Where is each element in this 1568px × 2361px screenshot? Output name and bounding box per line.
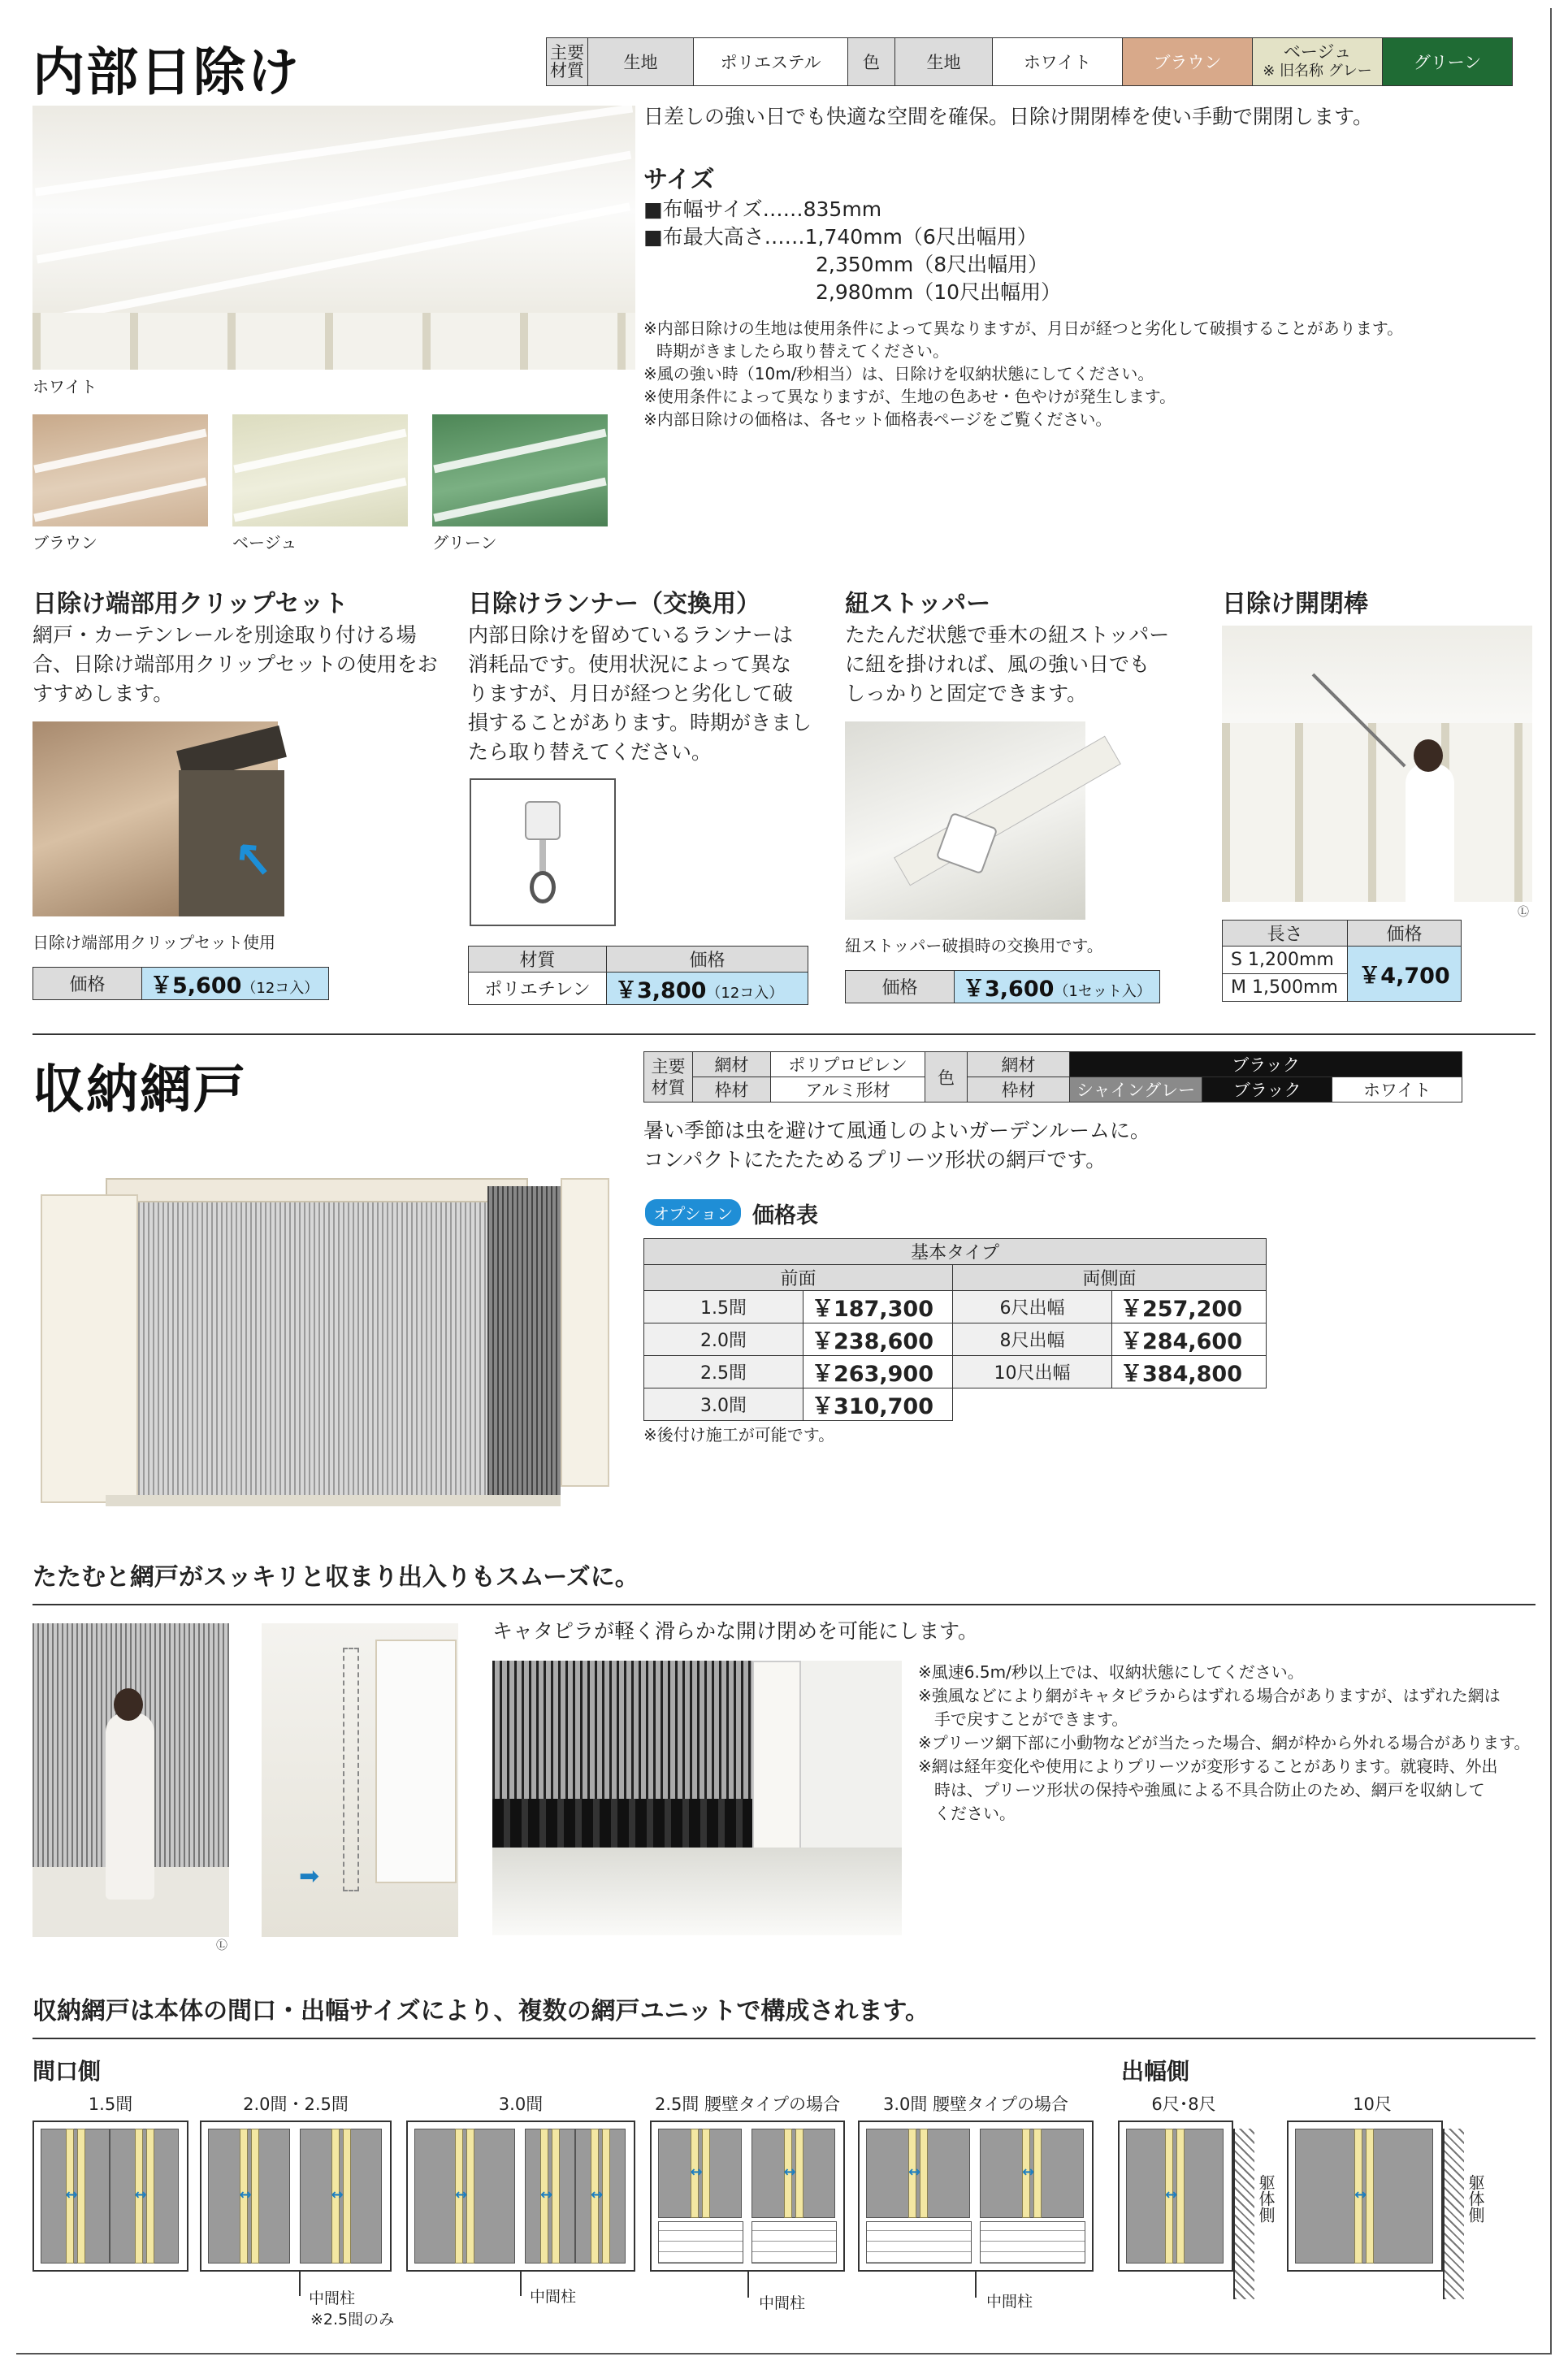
runner-title: 日除けランナー（交換用） [468,590,760,618]
clip-title: 日除け端部用クリップセット [32,590,349,618]
swatch-green-photo [432,414,608,526]
fabric-value: ポリエステル [694,38,848,86]
body-side-label-1: 躯体側 [1256,2174,1276,2223]
shade-note-1b: 時期がきましたら取り替えてください。 [656,341,949,361]
stopper-caption: 紐ストッパー破損時の交換用です。 [845,936,1103,955]
color-white: ホワイト [993,38,1123,86]
stopper-photo [845,721,1085,920]
pillar-label-3: 中間柱 [759,2294,806,2312]
arrow-both-icon: ↔ [1165,2186,1178,2203]
shade-note-2: ※風の強い時（10m/秒相当）は、日除けを収納状態にしてください。 [643,364,1154,383]
unit-diagram [858,2121,1094,2272]
diagram-label-15: 1.5間 [88,2095,133,2114]
table-row: 2.0間 ￥238,600 8尺出幅 ￥284,600 [644,1323,1267,1356]
screen-room-photo [32,1129,613,1523]
divider-3 [32,2038,1536,2039]
runner-text: 内部日除けを留めているランナーは 消耗品です。使用状況によって異な りますが、月日が経つと劣化して破 損することがあります。時期がきまし たら取り替えてください。 [468,623,812,764]
unit-headline: 収納網戸は本体の間口・出幅サイズにより、複数の網戸ユニットで構成されます。 [32,1997,929,2025]
after-install-note: ※後付け施工が可能です。 [643,1425,835,1445]
arrow-both-icon: ↔ [1354,2186,1367,2203]
arrow-right-icon: ➡ [299,1862,320,1891]
table-row: 1.5間 ￥187,300 6尺出幅 ￥257,200 [644,1291,1267,1323]
fold-headline: たたむと網戸がスッキリと収まり出入りもスムーズに。 [32,1563,639,1592]
pillar-note: ※2.5間のみ [310,2311,395,2329]
shade-material-table [546,37,1513,86]
page-frame-bottom [16,2353,1552,2355]
body-side-label-2: 躯体側 [1466,2174,1485,2223]
clip-text: 網戸・カーテンレールを別途取り付ける場 合、日除け端部用クリップセットの使用をお すすめします。 [32,623,438,705]
screen-desc-2: コンパクトにたたためるプリーツ形状の網戸です。 [643,1148,1107,1172]
arrow-both-icon: ↔ [239,2186,252,2203]
caterpillar-photo [492,1661,902,1935]
runner-price-table: 材質 価格 ポリエチレン ￥3,800（12コ入） [468,946,808,1005]
diagram-label-6-8: 6尺･8尺 [1151,2095,1216,2114]
unit-diagram [200,2121,392,2272]
shade-note-1: ※内部日除けの生地は使用条件によって異なりますが、月日が経つと劣化して破損することがあります。 [643,318,1404,338]
l-mark: Ⓛ [1518,906,1529,919]
unit-diagram [1287,2121,1443,2272]
color-brown: ブラウン [1123,38,1253,86]
diagram-label-30-wall: 3.0間 腰壁タイプの場合 [882,2095,1069,2114]
l-mark-2: Ⓛ [216,1939,227,1952]
arrow-both-icon: ↔ [783,2164,796,2181]
swatch-brown-photo [32,414,208,526]
unit-diagram [32,2121,188,2272]
table-row: 3.0間 ￥310,700 [644,1388,1267,1421]
diagram-label-20-25: 2.0間・2.5間 [243,2095,349,2114]
maguchi-label: 間口側 [32,2058,102,2085]
stopper-text: たたんだ状態で垂木の紐ストッパー に紐を掛ければ、風の強い日でも しっかりと固定できます。 [845,623,1170,705]
caption-white: ホワイト [32,377,97,396]
caption-brown: ブラウン [32,533,97,552]
pillar-label-4: 中間柱 [986,2293,1033,2311]
unit-diagram [650,2121,845,2272]
shade-description: 日差しの強い日でも快適な空間を確保。日除け開閉棒を使い手動で開閉します。 [643,105,1374,128]
section-title-storage-screen: 収納網戸 [32,1060,247,1120]
stopper-title: 紐ストッパー [845,590,991,618]
color-label: 色 [848,38,895,86]
color-green: グリーン [1383,38,1513,86]
unit-diagram [1118,2121,1233,2272]
material-label: 主要 材質 [547,38,588,86]
arrow-both-icon: ↔ [134,2186,147,2203]
screen-price-table: 基本タイプ 前面 両側面 1.5間 ￥187,300 6尺出幅 ￥257,200 2.0間 ￥238,600 8尺出幅 ￥284,600 2.5間 ￥263,900 10尺出幅 ￥384,800 3.0間 ￥310,700 [643,1238,1267,1421]
color-fabric-label: 生地 [895,38,993,86]
screen-closed-photo [262,1623,458,1937]
caption-green: グリーン [432,533,497,552]
size-height-8: 2,350mm（8尺出幅用） [816,253,1049,276]
divider-1 [32,1033,1536,1035]
pole-title: 日除け開閉棒 [1222,590,1368,618]
table-row: 2.5間 ￥263,900 10尺出幅 ￥384,800 [644,1356,1267,1388]
color-beige: ベージュ ※ 旧名称 グレー [1253,38,1383,86]
screen-desc-1: 暑い季節は虫を避けて風通しのよいガーデンルームに。 [643,1119,1150,1142]
arrow-both-icon: ↔ [455,2186,468,2203]
size-width: ■布幅サイズ……835mm [643,197,882,221]
divider-2 [32,1604,1536,1605]
diagram-label-25-wall: 2.5間 腰壁タイプの場合 [654,2095,841,2114]
arrow-both-icon: ↔ [591,2186,604,2203]
size-height-10: 2,980mm（10尺出幅用） [816,280,1062,304]
dehaba-label: 出幅側 [1121,2058,1190,2085]
unit-diagram [406,2121,635,2272]
arrow-both-icon: ↔ [331,2186,344,2203]
runner-photo [470,778,616,926]
clip-price-table: 価格 ￥5,600（12コ入） [32,967,329,1000]
shade-white-photo [32,106,635,369]
shade-note-3: ※使用条件によって異なりますが、生地の色あせ・色やけが発生します。 [643,387,1176,406]
page-frame-right [1550,8,1552,2353]
option-badge: オプション [645,1199,741,1226]
diagram-label-10: 10尺 [1353,2095,1392,2114]
price-table-heading: 価格表 [752,1203,818,1228]
size-heading: サイズ [643,166,715,194]
arrow-both-icon: ↔ [65,2186,78,2203]
caterpillar-text: キャタピラが軽く滑らかな開け閉めを可能にします。 [492,1619,979,1643]
arrow-icon: ↑ [220,825,288,895]
clip-caption: 日除け端部用クリップセット使用 [32,933,275,952]
shade-note-4: ※内部日除けの価格は、各セット価格表ページをご覧ください。 [643,409,1112,429]
fabric-label: 生地 [588,38,694,86]
diagram-label-30: 3.0間 [498,2095,544,2114]
arrow-both-icon: ↔ [1022,2164,1035,2181]
stopper-price-table: 価格 ￥3,600（1セット入） [845,970,1160,1003]
pillar-label-1: 中間柱 [309,2290,356,2307]
arrow-both-icon: ↔ [908,2164,921,2181]
screen-notes: ※風速6.5m/秒以上では、収納状態にしてください。 ※強風などにより網がキャタピラからはずれる場合がありますが、はずれた網は 手で戻すことができます。 ※プリーツ網下部に小動物などが当たった場合、網が枠から外れる場合があります。 ※網は経年変化や使用によりプリーツが変形することがあります。就寝時、外出 時は、プリーツ形状の保持や強風による不具合防止のため、網戸を収納して ください。 [918,1662,1531,1823]
section-title-interior-shade: 内部日除け [32,43,301,103]
arrow-both-icon: ↔ [690,2164,703,2181]
pole-price-table: 長さ 価格 S 1,200mm ￥4,700 M 1,500mm [1222,920,1462,1002]
caption-beige: ベージュ [232,533,297,552]
size-height-6: ■布最大高さ……1,740mm（6尺出幅用） [643,225,1037,249]
swatch-beige-photo [232,414,408,526]
arrow-both-icon: ↔ [540,2186,553,2203]
pillar-label-2: 中間柱 [530,2288,577,2306]
screen-open-photo [32,1623,229,1937]
screen-material-table: 主要 材質 網材 ポリプロピレン 色 網材 ブラック 枠材 アルミ形材 枠材 シャイングレー ブラック ホワイト [643,1051,1462,1103]
clip-photo [32,721,288,916]
pole-photo [1222,626,1532,902]
